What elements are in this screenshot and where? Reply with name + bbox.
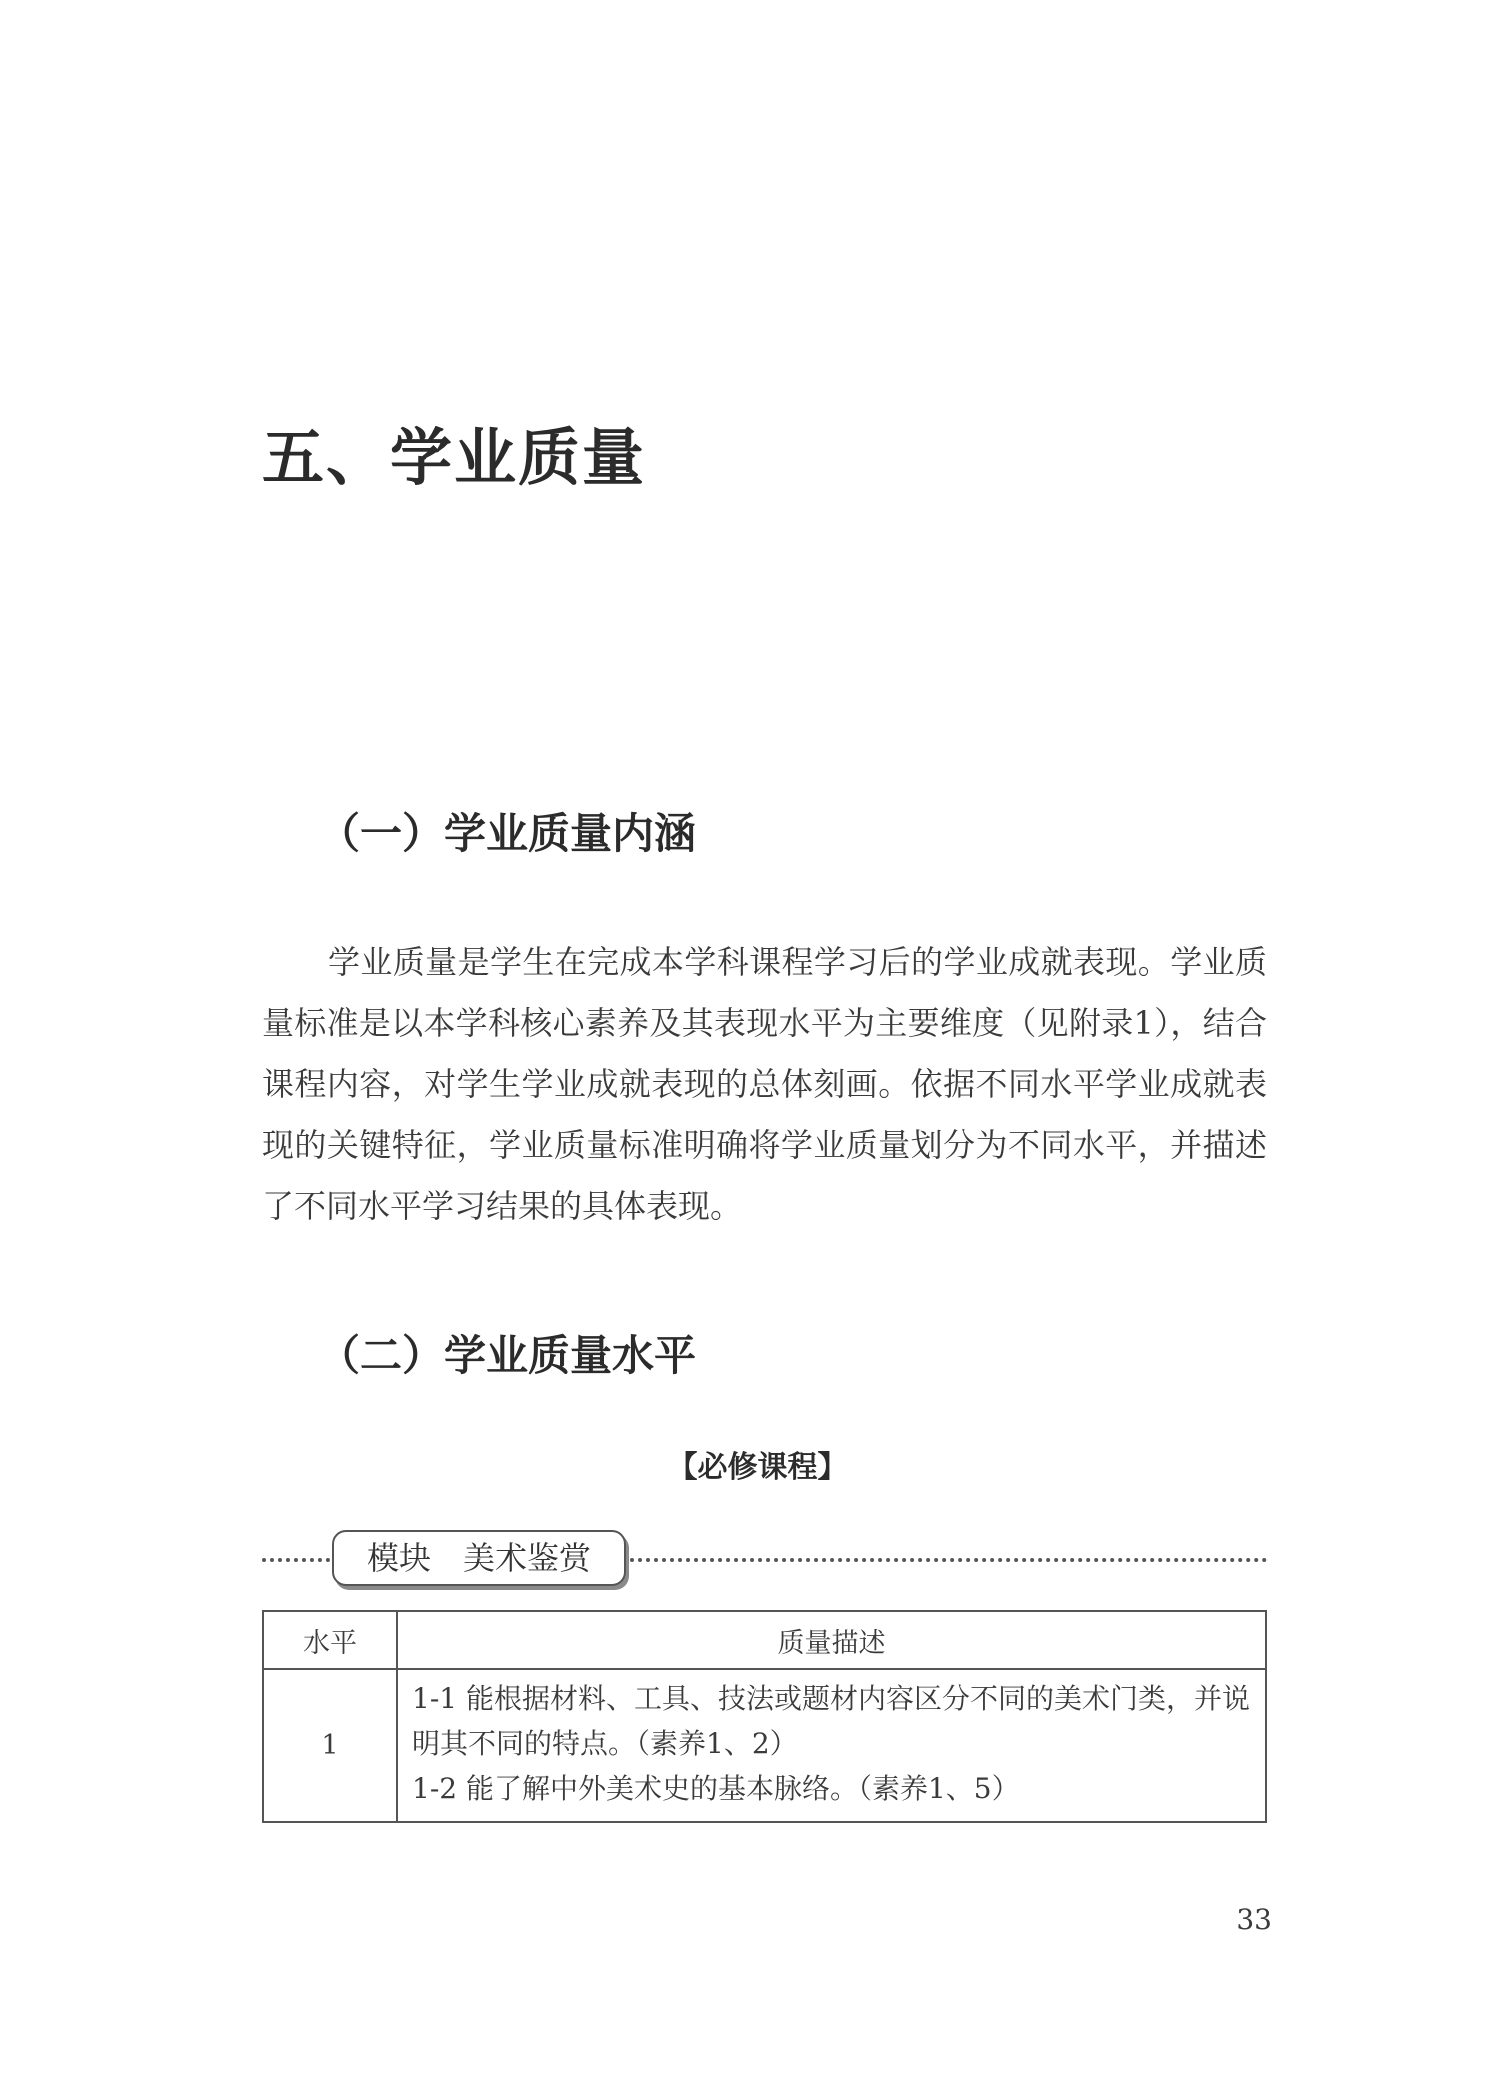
table-header-row bbox=[263, 1611, 1266, 1669]
dotted-rule-right bbox=[630, 1558, 1267, 1562]
quality-level-table bbox=[262, 1610, 1267, 1823]
section-heading-connotation: （一）学业质量内涵 bbox=[318, 809, 697, 858]
module-banner bbox=[262, 1530, 1267, 1586]
section-heading-levels: （二）学业质量水平 bbox=[318, 1331, 697, 1380]
table-row bbox=[263, 1669, 1266, 1822]
description-line: 明其不同的特点。（素养1、2） bbox=[412, 1727, 798, 1760]
body-paragraph: 学业质量是学生在完成本学科课程学习后的学业成就表现。学业质量标准是以本学科核心素养及其表现水平为主要维度（见附录1），结合课程内容，对学生学业成就表现的总体刻画。依据不同水平学业成就表现的关键特征，学业质量标准明确将学业质量划分为不同水平，并描述了不同水平学习结果的具体表现。 bbox=[262, 943, 1267, 1225]
dotted-rule-left bbox=[262, 1558, 330, 1562]
chapter-title: 五、学业质量 bbox=[262, 421, 647, 494]
level-cell: 1 bbox=[263, 1669, 397, 1822]
description-cell bbox=[397, 1669, 1266, 1822]
module-label: 模块 美术鉴赏 bbox=[332, 1530, 626, 1586]
description-line: 1-2 能了解中外美术史的基本脉络。（素养1、5） bbox=[412, 1772, 1020, 1805]
column-header-description: 质量描述 bbox=[397, 1611, 1266, 1669]
column-header-level: 水平 bbox=[263, 1611, 397, 1669]
course-type-label: 【必修课程】 bbox=[667, 1450, 848, 1485]
page-number: 33 bbox=[1236, 1903, 1272, 1936]
description-line: 1-1 能根据材料、工具、技法或题材内容区分不同的美术门类，并说 bbox=[412, 1682, 1250, 1715]
